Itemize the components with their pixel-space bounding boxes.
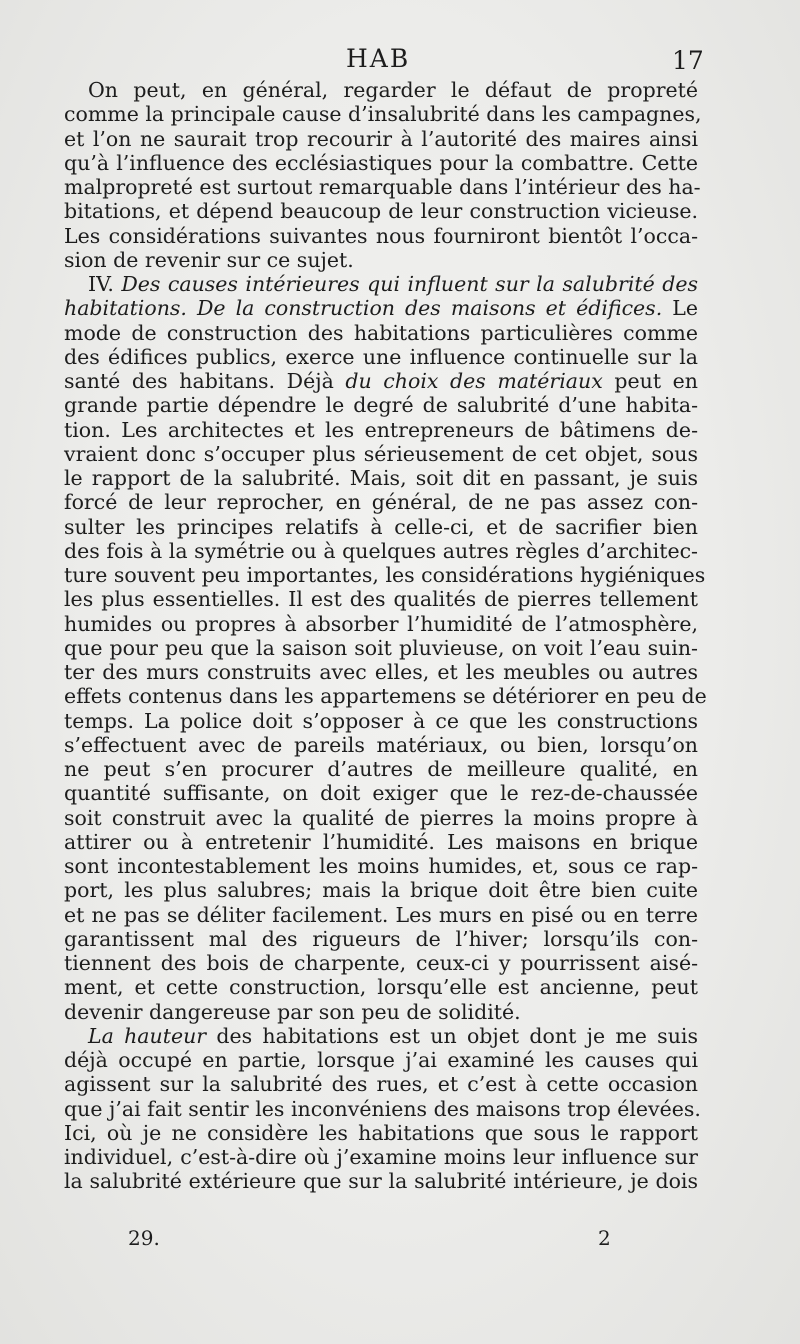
text-line: port, les plus salubres; mais la brique doit être bien cuite [64,878,698,903]
text-line: sont incontestablement les moins humides, et, sous ce rap- [64,854,698,878]
page-footer [0,1226,800,1256]
text-line: forcé de leur reprocher, en général, de ne pas assez con- [64,490,698,515]
text-line: effets contenus dans les appartemens se détériorer en peu de [64,684,707,709]
text-line: bitations, et dépend beaucoup de leur construction vicieuse. [64,199,698,224]
text-line: et l’on ne saurait trop recourir à l’autorité des maires ainsi [64,126,698,151]
page-number: 17 [672,46,704,75]
text-line: ment, et cette construction, lorsqu’elle est ancienne, peut [64,975,698,1000]
text-line: La hauteur des habitations est un objet dont je me suis [88,1023,698,1048]
text-line: que pour peu que la saison soit pluvieuse, on voit l’eau suin- [64,635,698,660]
text-line: On peut, en général, regarder le défaut de propreté [88,78,698,102]
text-line: comme la principale cause d’insalubrité dans les campagnes, [64,102,702,127]
text-line: que j’ai fait sentir les inconvéniens des maisons trop élevées. [64,1096,701,1121]
text-line: ne peut s’en procurer d’autres de meilleure qualité, en [64,757,698,781]
text-line: sulter les principes relatifs à celle-ci, et de sacrifier bien [64,514,698,539]
text-line: Ici, où je ne considère les habitations que sous le rapport [64,1120,698,1145]
text-line: s’effectuent avec de pareils matériaux, ou bien, lorsqu’on [64,732,698,757]
text-line: la salubrité extérieure que sur la salubrité intérieure, je dois [64,1169,698,1194]
text-line: temps. La police doit s’opposer à ce que les constructions [64,708,698,733]
running-head [0,44,800,78]
text-line: tion. Les architectes et les entrepreneurs de bâtimens de- [64,417,698,442]
italic-phrase: du choix des matériaux [345,369,603,393]
text-line: grande partie dépendre le degré de salubrité d’une habita- [64,393,698,418]
section-heading-line: habitations. De la construction des maisons et édifices. Le [64,296,698,321]
text-line: quantité suffisante, on doit exiger que le rez-de-chaussée [64,781,698,806]
text-line: attirer ou à entretenir l’humidité. Les maisons en brique [64,829,698,854]
section-title-italic: Des causes intérieures qui influent sur la salubrité des [121,272,698,296]
text-line: devenir dangereuse par son peu de solidité. [64,999,521,1024]
text-line: mode de construction des habitations particulières comme [64,320,698,345]
text-line: déjà occupé en partie, lorsque j’ai examiné les causes qui [64,1048,698,1072]
body-text [64,78,707,1194]
text-line: individuel, c’est-à-dire où j’examine moins leur influence sur [64,1145,698,1169]
italic-phrase: La hauteur [88,1023,207,1048]
section-subtitle-italic: habitations. De la construction des maisons et édifices. [64,296,663,321]
text-line: les plus essentielles. Il est des qualités de pierres tellement [64,587,698,612]
text-line: sion de revenir sur ce sujet. [64,247,354,272]
text-line: tiennent des bois de charpente, ceux-ci y pourrissent aisé- [64,951,698,975]
running-title: HAB [346,44,411,73]
text-line: santé des habitans. Déjà du choix des matériaux peut en [64,369,698,393]
text-line: garantissent mal des rigueurs de l’hiver; lorsqu’ils con- [64,926,698,951]
section-heading-line [64,272,698,296]
text-line: soit construit avec la qualité de pierres la moins propre à [64,805,698,830]
signature-number: 2 [598,1226,611,1250]
section-number: IV. [88,272,122,296]
text-line: et ne pas se déliter facilement. Les murs en pisé ou en terre [64,902,698,927]
text-line: vraient donc s’occuper plus sérieusement de cet objet, sous [64,441,698,466]
text-line: humides ou propres à absorber l’humidité de l’atmosphère, [64,611,698,636]
text-line: ter des murs construits avec elles, et les meubles ou autres [64,660,698,684]
signature-mark: 29. [128,1226,160,1250]
text-line: le rapport de la salubrité. Mais, soit dit en passant, je suis [64,466,698,490]
text-line: agissent sur la salubrité des rues, et c’est à cette occasion [64,1072,698,1097]
text-line: malpropreté est surtout remarquable dans l’intérieur des ha- [64,175,701,199]
text-line: des fois à la symétrie ou à quelques autres règles d’architec- [64,538,698,563]
text-line: Les considérations suivantes nous fourniront bientôt l’occa- [64,223,698,248]
text-line: des édifices publics, exerce une influence continuelle sur la [64,344,698,369]
text-line: qu’à l’influence des ecclésiastiques pour la combattre. Cette [64,150,698,175]
text-line: ture souvent peu importantes, les considérations hygiéniques [64,563,706,587]
